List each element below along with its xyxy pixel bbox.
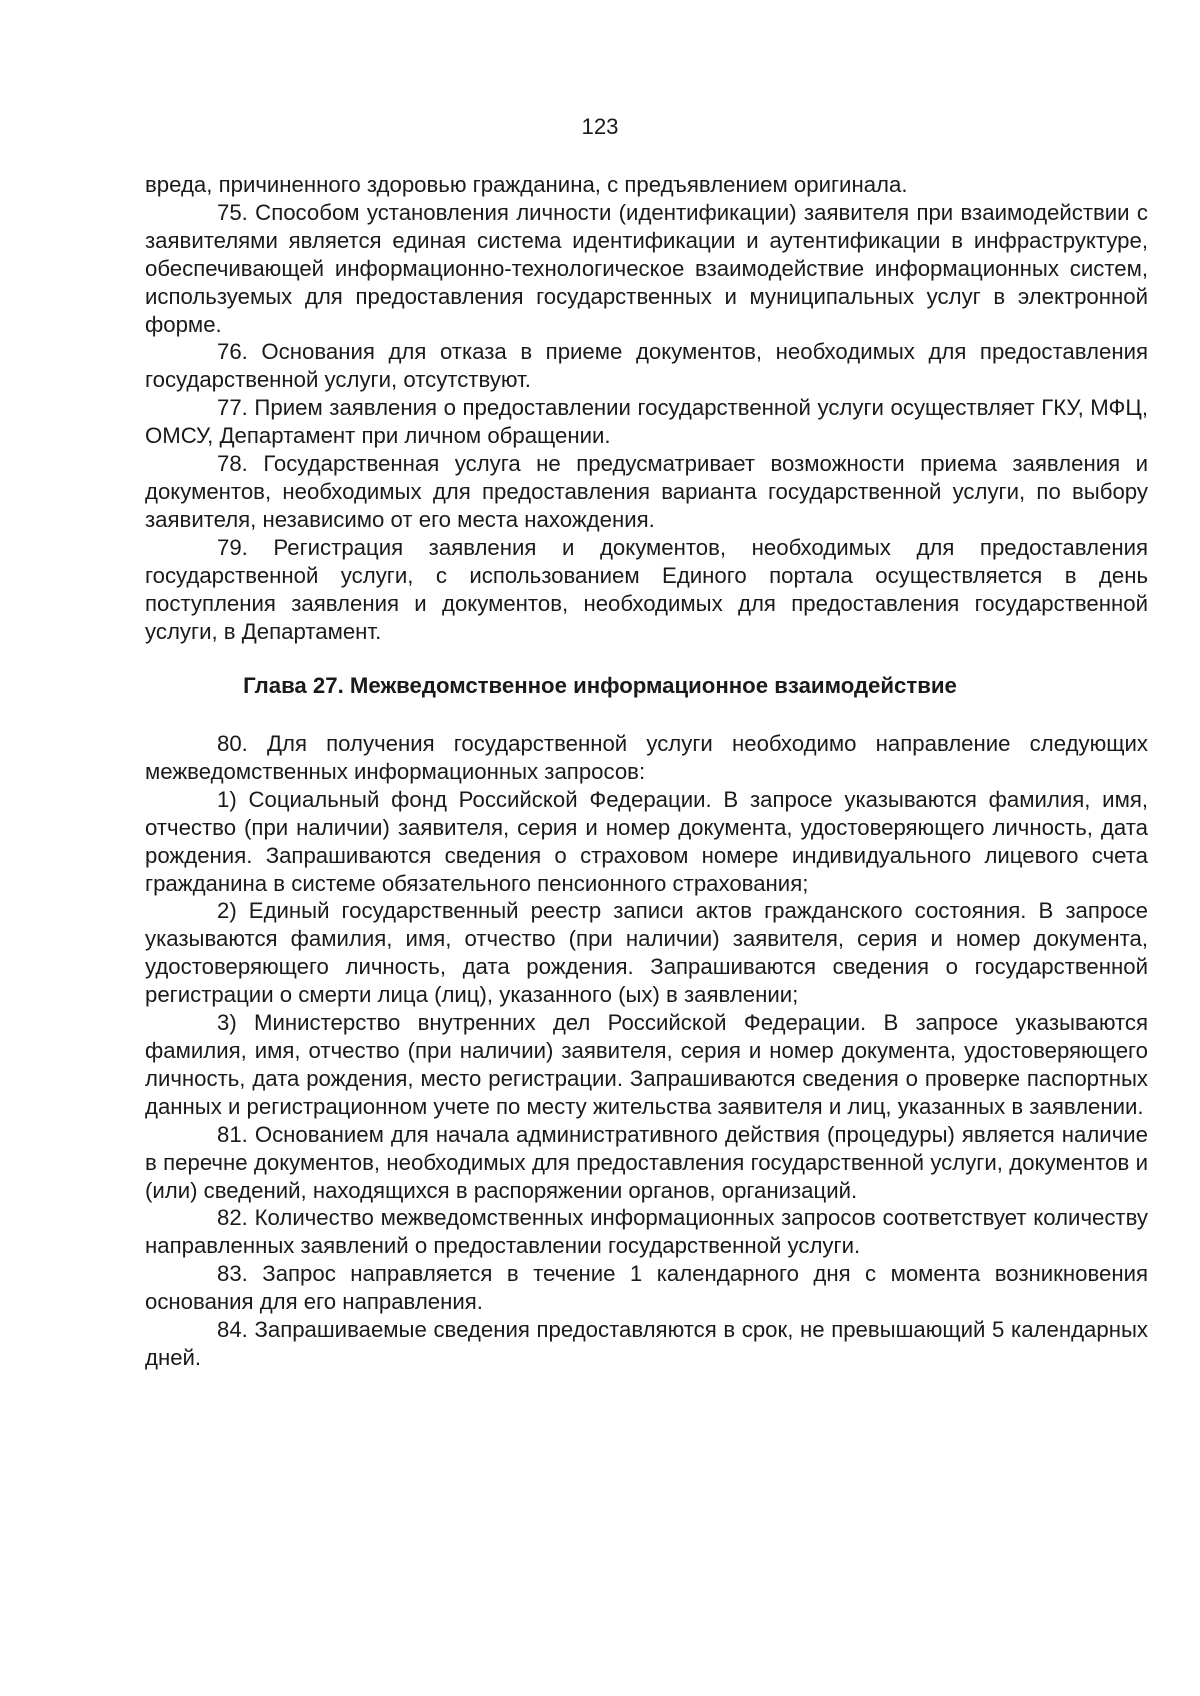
page-number: 123 bbox=[581, 114, 619, 139]
paragraph-77: 77. Прием заявления о предоставлении государственной услуги осуществляет ГКУ, МФЦ, ОМСУ, Департамент при личном обращении. bbox=[145, 395, 1148, 449]
paragraph: вреда, причиненного здоровью гражданина, с предъявлением оригинала. bbox=[145, 172, 908, 197]
paragraphs-after-heading bbox=[145, 730, 1148, 1372]
paragraphs-before-heading bbox=[145, 171, 1148, 645]
paragraph-76: 76. Основания для отказа в приеме документов, необходимых для предоставления государственной услуги, отсутствуют. bbox=[145, 339, 1148, 393]
paragraph-78: 78. Государственная услуга не предусматривает возможности приема заявления и документов, необходимых для предоставления варианта государственной услуги, по выбору заявителя, независимо от его места нахождения. bbox=[145, 451, 1148, 532]
paragraph-83: 83. Запрос направляется в течение 1 календарного дня с момента возникновения основания для его направления. bbox=[145, 1261, 1148, 1315]
paragraph-80: 80. Для получения государственной услуги необходимо направление следующих межведомственных информационных запросов: bbox=[145, 731, 1148, 784]
chapter-heading: Глава 27. Межведомственное информационное взаимодействие bbox=[243, 673, 957, 698]
paragraph-81: 81. Основанием для начала административного действия (процедуры) является наличие в перечне документов, необходимых для предоставления государственной услуги, документов и (или) сведений, находящихся в распоряжении органов, организаций. bbox=[145, 1121, 1148, 1203]
paragraph-84: 84. Запрашиваемые сведения предоставляются в срок, не превышающий 5 календарных дней. bbox=[145, 1317, 1148, 1370]
paragraph-75: 75. Способом установления личности (идентификации) заявителя при взаимодействии с заявителями является единая система идентификации и аутентификации в инфраструктуре, обеспечивающей информационно-технологическое взаимодействие информационных систем, используемых для предоставления государственных и муниципальных услуг в электронной форме. bbox=[145, 199, 1148, 337]
list-item-3: 3) Министерство внутренних дел Российской Федерации. В запросе указываются фамилия, имя, отчество (при наличии) заявителя, серия и номер документа, удостоверяющего личность, дата рождения, место регистрации. Запрашиваются сведения о проверке паспортных данных и регистрационном учете по месту жительства заявителя и лиц, указанных в заявлении. bbox=[145, 1010, 1148, 1119]
paragraph-79: 79. Регистрация заявления и документов, необходимых для предоставления государственной услуги, с использованием Единого портала осуществляется в день поступления заявления и документов, необходимых для предоставления государственной услуги, в Департамент. bbox=[145, 534, 1148, 644]
list-item-2: 2) Единый государственный реестр записи актов гражданского состояния. В запросе указываются фамилия, имя, отчество (при наличии) заявителя, серия и номер документа, удостоверяющего личность, дата рождения. Запрашиваются сведения о государственной регистрации о смерти лица (лиц), указанного (ых) в заявлении; bbox=[145, 898, 1148, 1008]
list-item-1: 1) Социальный фонд Российской Федерации. В запросе указываются фамилия, имя, отчество (при наличии) заявителя, серия и номер документа, удостоверяющего личность, дата рождения. Запрашиваются сведения о страховом номере индивидуального лицевого счета гражданина в системе обязательного пенсионного страхования; bbox=[145, 786, 1148, 896]
paragraph-82: 82. Количество межведомственных информационных запросов соответствует количеству направленных заявлений о предоставлении государственной услуги. bbox=[145, 1205, 1148, 1259]
